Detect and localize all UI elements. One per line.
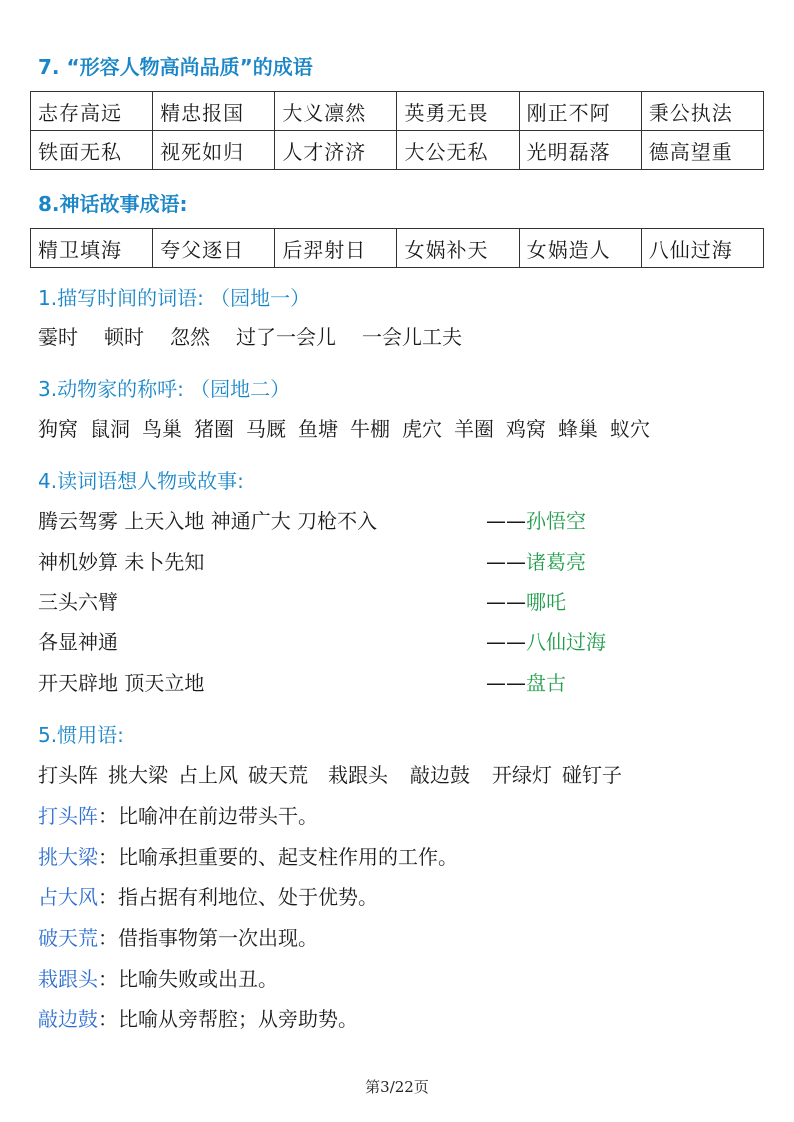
dash: —— <box>486 590 526 614</box>
word: 霎时 <box>38 325 78 349</box>
definition-row <box>38 884 378 910</box>
section-5-words <box>38 762 622 788</box>
word: 鱼塘 <box>298 417 338 441</box>
idiom-cell: 八仙过海 <box>641 229 763 268</box>
word: 蜂巢 <box>558 417 598 441</box>
dash: —— <box>486 630 526 654</box>
section-1-words <box>38 324 474 350</box>
idiom-definition: ：借指事物第一次出现。 <box>98 926 318 950</box>
section-7-title: 7. “形容人物高尚品质”的成语 <box>38 55 313 79</box>
story-answer: 盘古 <box>526 671 566 695</box>
page-number: 第3/22页 <box>365 1078 429 1096</box>
table-row <box>31 131 764 170</box>
definition-row <box>38 966 278 992</box>
table-row <box>31 229 764 268</box>
story-answer: 孙悟空 <box>526 509 586 533</box>
word: 破天荒 <box>248 763 308 787</box>
word: 开绿灯 <box>492 763 552 787</box>
word: 马厩 <box>246 417 286 441</box>
definition-row <box>38 1006 358 1032</box>
word: 忽然 <box>170 325 210 349</box>
idiom-cell: 铁面无私 <box>31 131 153 170</box>
word: 羊圈 <box>454 417 494 441</box>
idiom-term: 占大风 <box>38 885 98 909</box>
word: 碰钉子 <box>562 763 622 787</box>
section-7-table <box>30 91 764 170</box>
idiom-term: 敲边鼓 <box>38 1007 98 1031</box>
idiom-definition: ：比喻冲在前边带头干。 <box>98 804 318 828</box>
word: 过了一会儿 <box>236 325 336 349</box>
idiom-cell: 德高望重 <box>641 131 763 170</box>
dash: —— <box>486 509 526 533</box>
word: 猪圈 <box>194 417 234 441</box>
story-words: 神机妙算 未卜先知 <box>38 550 205 574</box>
idiom-cell: 女娲补天 <box>397 229 519 268</box>
idiom-cell: 志存高远 <box>31 92 153 131</box>
idiom-cell: 夸父逐日 <box>153 229 275 268</box>
idiom-cell: 人才济济 <box>275 131 397 170</box>
idiom-term: 挑大梁 <box>38 845 98 869</box>
table-row <box>31 92 764 131</box>
idiom-definition: ：指占据有利地位、处于优势。 <box>98 885 378 909</box>
story-words: 三头六臂 <box>38 590 118 614</box>
section-1-title: 1.描写时间的词语: （园地一） <box>38 286 311 310</box>
word: 挑大梁 <box>108 763 168 787</box>
word: 打头阵 <box>38 763 98 787</box>
dash: —— <box>486 550 526 574</box>
section-3-words <box>38 416 650 442</box>
story-answer: 诸葛亮 <box>526 550 586 574</box>
section-8-table <box>30 228 764 268</box>
idiom-term: 打头阵 <box>38 804 98 828</box>
story-words: 开天辟地 顶天立地 <box>38 671 205 695</box>
word: 狗窝 <box>38 417 78 441</box>
idiom-cell: 大公无私 <box>397 131 519 170</box>
dash: —— <box>486 671 526 695</box>
idiom-cell: 刚正不阿 <box>519 92 641 131</box>
word: 鸡窝 <box>506 417 546 441</box>
word: 栽跟头 <box>328 763 388 787</box>
word: 顿时 <box>104 325 144 349</box>
story-answer: 八仙过海 <box>526 630 606 654</box>
section-5-title: 5.惯用语: <box>38 723 124 747</box>
word: 蚁穴 <box>610 417 650 441</box>
section-4-title: 4.读词语想人物或故事: <box>38 469 244 493</box>
idiom-definition: ：比喻失败或出丑。 <box>98 967 278 991</box>
idiom-cell: 光明磊落 <box>519 131 641 170</box>
word: 牛棚 <box>350 417 390 441</box>
word: 鼠洞 <box>90 417 130 441</box>
idiom-definition: ：比喻从旁帮腔；从旁助势。 <box>98 1007 358 1031</box>
definition-row <box>38 844 458 870</box>
idiom-cell: 精卫填海 <box>31 229 153 268</box>
word: 鸟巢 <box>142 417 182 441</box>
idiom-cell: 秉公执法 <box>641 92 763 131</box>
definition-row <box>38 925 318 951</box>
word: 一会儿工夫 <box>362 325 462 349</box>
idiom-cell: 后羿射日 <box>275 229 397 268</box>
idiom-cell: 英勇无畏 <box>397 92 519 131</box>
word: 占上风 <box>178 763 238 787</box>
definition-row <box>38 803 318 829</box>
idiom-term: 栽跟头 <box>38 967 98 991</box>
story-answer: 哪吒 <box>526 590 566 614</box>
idiom-cell: 精忠报国 <box>153 92 275 131</box>
word: 虎穴 <box>402 417 442 441</box>
idiom-cell: 视死如归 <box>153 131 275 170</box>
story-words: 腾云驾雾 上天入地 神通广大 刀枪不入 <box>38 509 378 533</box>
section-3-title: 3.动物家的称呼: （园地二） <box>38 377 291 401</box>
section-8-title: 8.神话故事成语: <box>38 192 188 216</box>
idiom-cell: 大义凛然 <box>275 92 397 131</box>
idiom-cell: 女娲造人 <box>519 229 641 268</box>
idiom-term: 破天荒 <box>38 926 98 950</box>
idiom-definition: ：比喻承担重要的、起支柱作用的工作。 <box>98 845 458 869</box>
word: 敲边鼓 <box>410 763 470 787</box>
story-words: 各显神通 <box>38 630 118 654</box>
